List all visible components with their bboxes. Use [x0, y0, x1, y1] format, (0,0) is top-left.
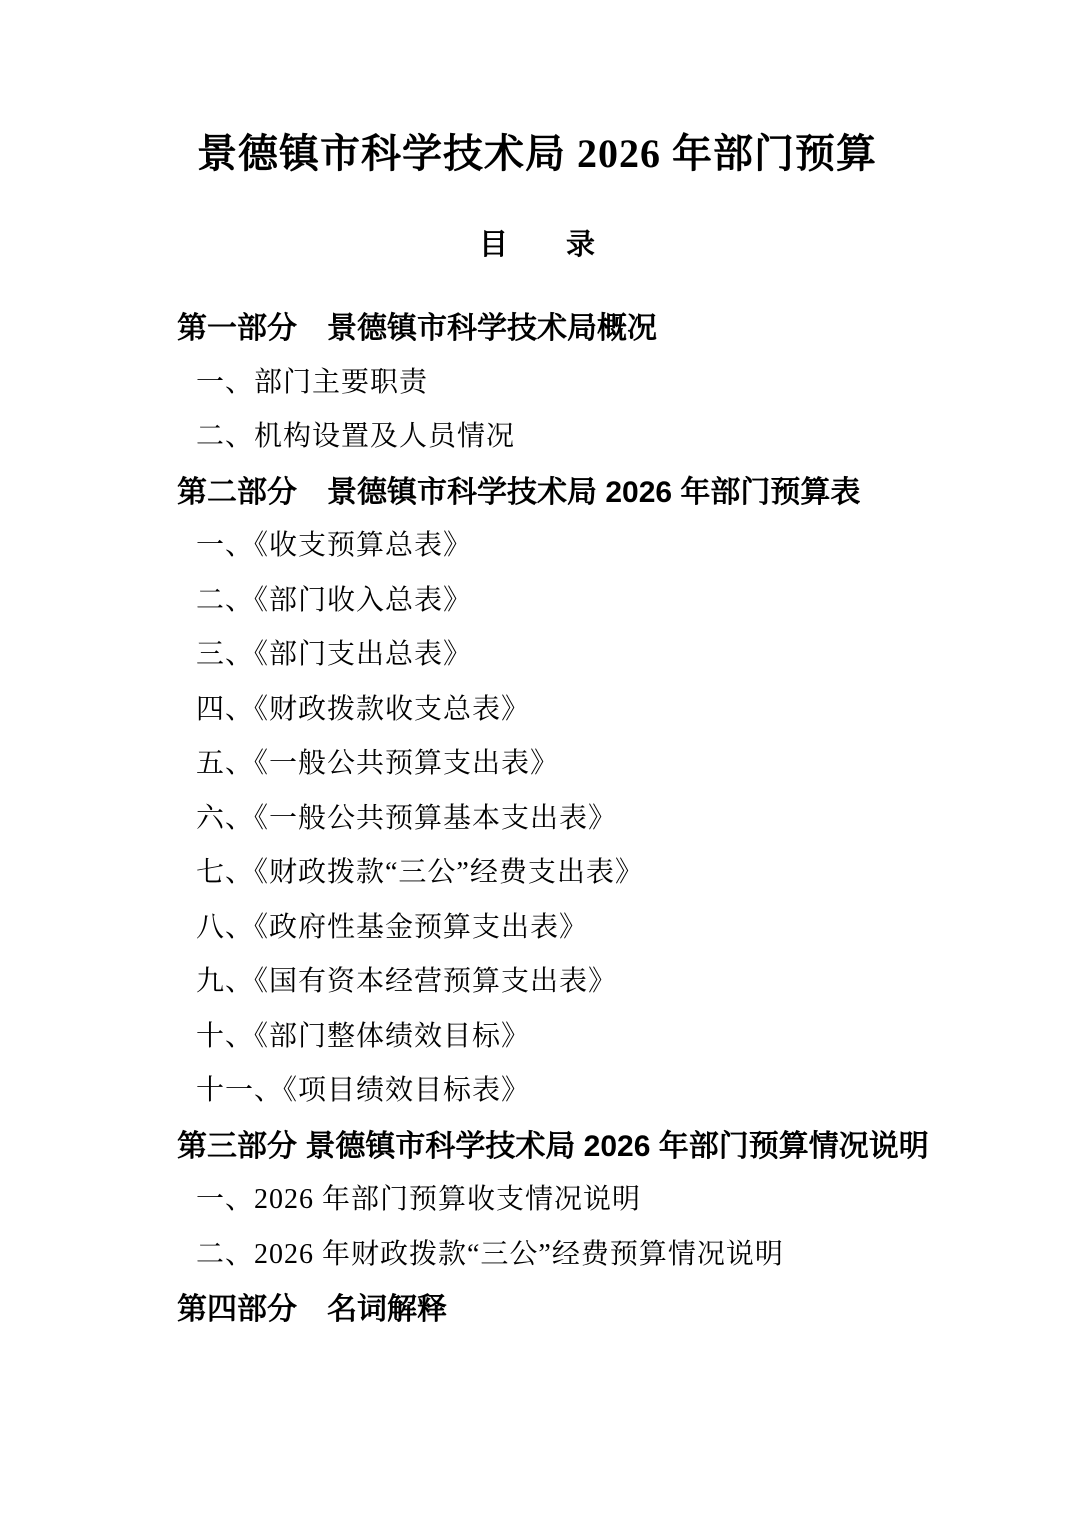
toc-item: 三、《部门支出总表》: [196, 639, 473, 671]
toc-item: 一、《收支预算总表》: [196, 530, 473, 562]
toc-item: 十、《部门整体绩效目标》: [196, 1020, 531, 1052]
toc-item: 五、《一般公共预算支出表》: [196, 748, 560, 780]
toc-part-1: 第一部分 景德镇市科学技术局概况: [177, 312, 657, 346]
document-title: 景德镇市科学技术局 2026 年部门预算: [197, 131, 877, 176]
toc-part-4: 第四部分 名词解释: [177, 1293, 447, 1327]
toc-part-2: 第二部分 景德镇市科学技术局 2026 年部门预算表: [177, 475, 861, 509]
toc-item: 六、《一般公共预算基本支出表》: [196, 802, 618, 834]
toc-heading: 目 录: [478, 229, 595, 261]
toc-item: 八、《政府性基金预算支出表》: [196, 911, 589, 943]
toc-item: 九、《国有资本经营预算支出表》: [196, 966, 618, 998]
toc-item: 一、2026 年部门预算收支情况说明: [196, 1184, 642, 1216]
toc-part-3: 第三部分 景德镇市科学技术局 2026 年部门预算情况说明: [177, 1129, 929, 1163]
toc-item: 一、部门主要职责: [196, 366, 429, 398]
toc-item: 二、机构设置及人员情况: [196, 421, 516, 453]
toc-item: 二、《部门收入总表》: [196, 584, 473, 616]
toc-item: 十一、《项目绩效目标表》: [196, 1075, 531, 1107]
toc-item: 二、2026 年财政拨款“三公”经费预算情况说明: [196, 1238, 784, 1270]
toc-item: 四、《财政拨款收支总表》: [196, 693, 531, 725]
table-of-contents: [177, 298, 1044, 1334]
toc-item: 七、《财政拨款“三公”经费支出表》: [196, 857, 644, 889]
